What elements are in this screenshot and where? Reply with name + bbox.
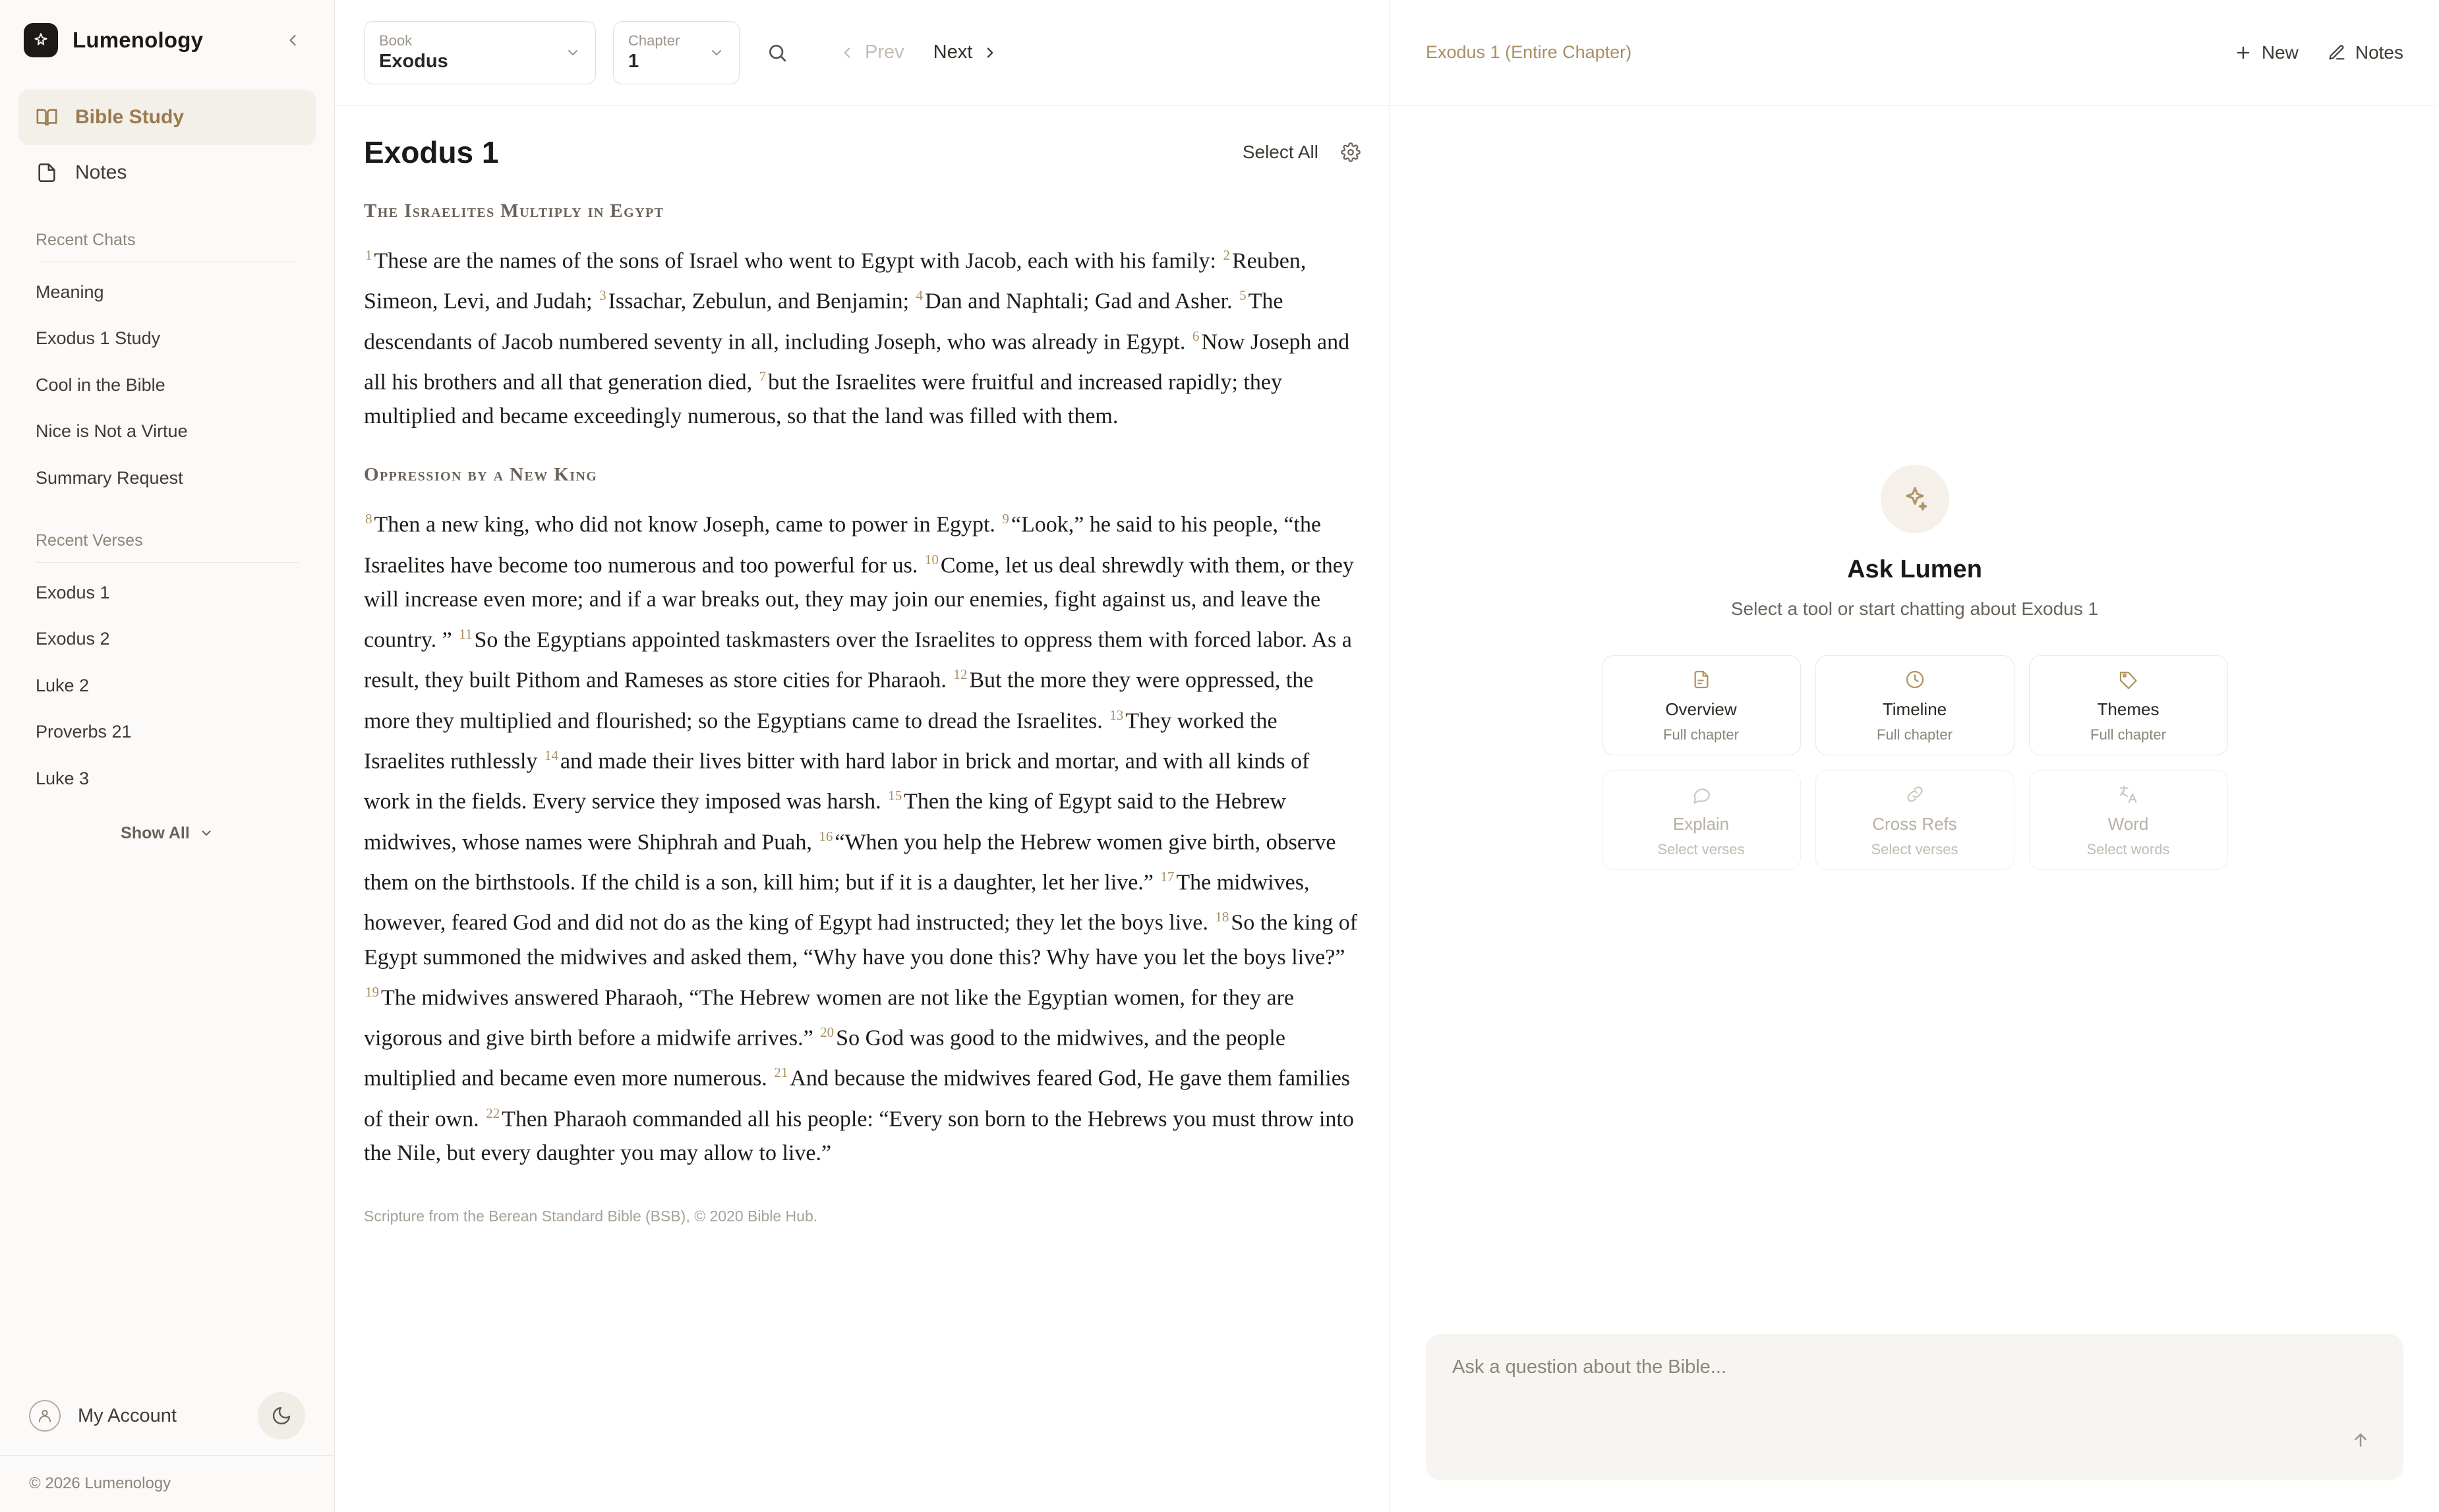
verse-number: 19 [365, 983, 379, 1000]
plus-icon [2234, 44, 2252, 62]
page-title: Exodus 1 [364, 135, 499, 169]
verse-number: 22 [486, 1105, 500, 1121]
recent-chats-list [0, 269, 334, 501]
new-chat-button[interactable] [2234, 42, 2299, 63]
chevron-down-icon [565, 45, 581, 61]
verse-number: 5 [1239, 287, 1247, 304]
assistant-title: Ask Lumen [1847, 555, 1982, 583]
context-chip[interactable]: Exodus 1 (Entire Chapter) [1426, 42, 1632, 62]
list-item[interactable]: Cool in the Bible [36, 374, 165, 395]
verse-number: 17 [1160, 868, 1175, 885]
next-chapter-button[interactable] [922, 34, 1011, 71]
verse-text: So the king of Egypt summoned the midwives and asked them, “Why have you done this? Why have you let the boys live?” [364, 910, 1358, 970]
verse-number: 18 [1215, 909, 1229, 925]
tool-name: Themes [2097, 699, 2160, 719]
verse-text: So the Egyptians appointed taskmasters over the Israelites to oppress them with forced labor. As a result, they built Pithom and Rameses as store cities for Pharaoh. [364, 627, 1352, 693]
tool-name: Timeline [1882, 699, 1947, 719]
verse-text: But the more they were oppressed, the more they multiplied and flourished; so the Egyptians came to dread the Israelites. [364, 668, 1314, 733]
assistant-subtitle: Select a tool or start chatting about Exodus 1 [1730, 598, 2099, 619]
tool-card-overview[interactable] [1602, 655, 1801, 755]
verse-number: 16 [819, 828, 833, 844]
verse-number: 10 [924, 551, 939, 567]
search-icon[interactable] [757, 32, 798, 73]
reader-pane [335, 0, 1390, 1512]
chat-input-placeholder: Ask a question about the Bible... [1452, 1356, 1726, 1378]
sidebar-spacer [0, 843, 334, 1376]
tool-card-timeline[interactable] [1815, 655, 2014, 755]
tool-name: Explain [1672, 814, 1730, 834]
assistant-actions [2234, 42, 2403, 63]
assistant-empty-state [1390, 105, 2439, 1334]
chevron-left-icon [838, 44, 856, 61]
sidebar-item-label: Notes [75, 161, 127, 183]
verse-text: and made their lives bitter with hard labor in brick and mortar, and with all kinds of work in the fields. Every service they imposed was harsh. [364, 749, 1310, 814]
verse-number: 9 [1002, 511, 1009, 527]
sidebar-item-notes[interactable] [18, 145, 316, 200]
reader-toolbar [335, 0, 1390, 105]
tool-name: Overview [1665, 699, 1737, 719]
list-item[interactable]: Luke 2 [36, 675, 90, 695]
primary-nav [0, 80, 334, 200]
chevron-right-icon [982, 44, 999, 61]
new-chat-label: New [2261, 42, 2299, 63]
select-all-button[interactable]: Select All [1242, 142, 1318, 162]
note-icon [36, 161, 58, 184]
verse-number: 2 [1223, 247, 1230, 263]
verse-text: “Look,” he said to his people, “the Israelites have become too numerous and too powerful for us. [364, 512, 1322, 577]
notes-label: Notes [2355, 42, 2403, 63]
tool-scope: Select verses [1657, 841, 1745, 858]
notes-button[interactable] [2328, 42, 2403, 63]
verse-text: Dan and Naphtali; Gad and Asher. [925, 289, 1233, 314]
translate-icon [2118, 781, 2139, 807]
verse-number: 7 [759, 368, 767, 384]
verse-text: “When you help the Hebrew women give birth, observe them on the birthstools. If the child is a son, kill him; but if it is a daughter, let her live.” [364, 829, 1336, 895]
chapter-select-value: 1 [628, 51, 639, 73]
recent-chats-label: Recent Chats [36, 231, 136, 249]
collapse-sidebar-button[interactable] [278, 25, 308, 55]
list-item[interactable]: Meaning [36, 282, 104, 302]
tool-scope: Select verses [1871, 841, 1958, 858]
tool-grid [1602, 655, 2228, 870]
verse-number: 15 [888, 788, 902, 804]
gear-icon[interactable] [1341, 142, 1361, 162]
book-icon [36, 106, 58, 129]
chapter-nav [827, 34, 1011, 71]
prev-label: Prev [865, 42, 904, 63]
list-item[interactable]: Nice is Not a Virtue [36, 421, 188, 442]
theme-toggle-moon-icon[interactable] [258, 1392, 305, 1439]
verse-number: 1 [365, 247, 372, 263]
tool-card-explain[interactable] [1602, 770, 1801, 870]
verse-text: The midwives answered Pharaoh, “The Hebrew women are not like the Egyptian women, for they are vigorous and give birth before a midwife arrives.” [364, 985, 1295, 1051]
verse-text: The descendants of Jacob numbered seventy in all, including Joseph, who was already in Egypt. [364, 289, 1283, 354]
verse-text: They worked the Israelites ruthlessly [364, 708, 1278, 774]
verse-number: 20 [820, 1024, 835, 1040]
clock-icon [1904, 666, 1925, 693]
chat-input[interactable] [1426, 1334, 2403, 1480]
assistant-pane [1390, 0, 2439, 1512]
next-label: Next [933, 42, 973, 63]
verse-number: 14 [544, 747, 558, 763]
link-icon [1904, 781, 1925, 807]
verse-text: And because the midwives feared God, He gave them families of their own. [364, 1066, 1351, 1131]
verse-number: 6 [1192, 328, 1200, 344]
scripture-paragraph[interactable] [364, 238, 1361, 434]
sparkle-icon [1881, 465, 1949, 533]
tag-icon [2118, 666, 2139, 693]
verse-text: Then a new king, who did not know Joseph, came to power in Egypt. [374, 512, 995, 537]
assistant-toolbar [1390, 0, 2439, 105]
scripture-paragraph[interactable] [364, 502, 1361, 1171]
verse-number: 21 [774, 1064, 788, 1081]
avatar [29, 1400, 61, 1432]
verse-text: The midwives, however, feared God and did not do as the king of Egypt had instructed; they let the boys live. [364, 870, 1310, 935]
verse-text: but the Israelites were fruitful and increased rapidly; they multiplied and became exceedingly numerous, so that the land was filled with them. [364, 370, 1282, 429]
send-button[interactable] [2340, 1420, 2381, 1461]
scripture-body [335, 170, 1390, 1201]
tool-card-cross-refs[interactable] [1815, 770, 2014, 870]
sidebar-item-label: Bible Study [75, 106, 185, 128]
list-item[interactable]: Exodus 1 Study [36, 328, 161, 349]
account-row[interactable] [0, 1376, 334, 1455]
verse-number: 8 [365, 511, 372, 527]
divider [36, 562, 299, 563]
book-select-caption: Book [379, 32, 413, 49]
list-item[interactable]: Exodus 1 [36, 582, 110, 602]
app-logo-icon [24, 23, 58, 57]
verse-text: Then Pharaoh commanded all his people: “Every son born to the Hebrews you must throw into the Nile, but every daughter you may allow to live.” [364, 1106, 1354, 1165]
section-heading: Oppression by a New King [364, 464, 598, 486]
list-item[interactable]: Exodus 2 [36, 629, 110, 649]
tool-card-themes[interactable] [2029, 655, 2228, 755]
tool-scope: Select words [2086, 841, 2170, 858]
tool-name: Cross Refs [1872, 814, 1957, 834]
document-icon [1691, 666, 1712, 693]
verse-text: Now Joseph and all his brothers and all that generation died, [364, 329, 1350, 395]
composer-wrapper [1390, 1334, 2439, 1512]
list-item[interactable]: Luke 3 [36, 768, 90, 788]
chapter-select-caption: Chapter [628, 32, 680, 49]
brand-name: Lumenology [73, 28, 204, 52]
scripture-credit: Scripture from the Berean Standard Bible (BSB), © 2020 Bible Hub. [364, 1207, 818, 1225]
verse-text: Reuben, Simeon, Levi, and Judah; [364, 248, 1307, 314]
verse-text: Issachar, Zebulun, and Benjamin; [608, 289, 910, 314]
recent-verses-label: Recent Verses [36, 531, 143, 550]
brand-row [0, 0, 334, 80]
tool-scope: Full chapter [1663, 726, 1739, 743]
pencil-icon [2328, 44, 2346, 62]
tool-scope: Full chapter [1877, 726, 1953, 743]
tool-scope: Full chapter [2090, 726, 2166, 743]
verse-text: Then the king of Egypt said to the Hebrew midwives, whose names were Shiphrah and Puah, [364, 789, 1286, 854]
verse-number: 12 [953, 666, 968, 683]
verse-number: 3 [599, 287, 606, 304]
show-all-label: Show All [121, 823, 190, 842]
account-name: My Account [78, 1405, 177, 1426]
verse-number: 11 [459, 625, 473, 642]
verse-text: So God was good to the midwives, and the people multiplied and became even more numerous. [364, 1026, 1285, 1091]
list-item[interactable]: Summary Request [36, 467, 183, 488]
section-heading: The Israelites Multiply in Egypt [364, 200, 664, 221]
show-all-button[interactable] [0, 801, 334, 843]
tool-name: Word [2107, 814, 2149, 834]
tool-card-word[interactable] [2029, 770, 2228, 870]
verse-text: These are the names of the sons of Israel who went to Egypt with Jacob, each with his family: [374, 248, 1216, 274]
verse-number: 13 [1109, 707, 1124, 723]
prev-chapter-button[interactable] [827, 34, 916, 71]
book-select[interactable] [364, 21, 596, 84]
chevron-down-icon [709, 45, 724, 61]
copyright: © 2026 Lumenology [0, 1455, 334, 1512]
chevron-down-icon [199, 826, 214, 840]
chat-icon [1691, 781, 1712, 807]
verse-number: 4 [916, 287, 924, 304]
sidebar-item-bible-study[interactable] [18, 90, 316, 145]
recent-verses-list [0, 569, 334, 801]
list-item[interactable]: Proverbs 21 [36, 722, 132, 742]
reader-header [335, 105, 1390, 170]
sidebar [0, 0, 335, 1512]
chapter-select[interactable] [613, 21, 740, 84]
verse-text: Come, let us deal shrewdly with them, or they will increase even more; and if a war breaks out, they may join our enemies, fight against us, and leave the country. ” [364, 552, 1354, 653]
book-select-value: Exodus [379, 51, 448, 73]
